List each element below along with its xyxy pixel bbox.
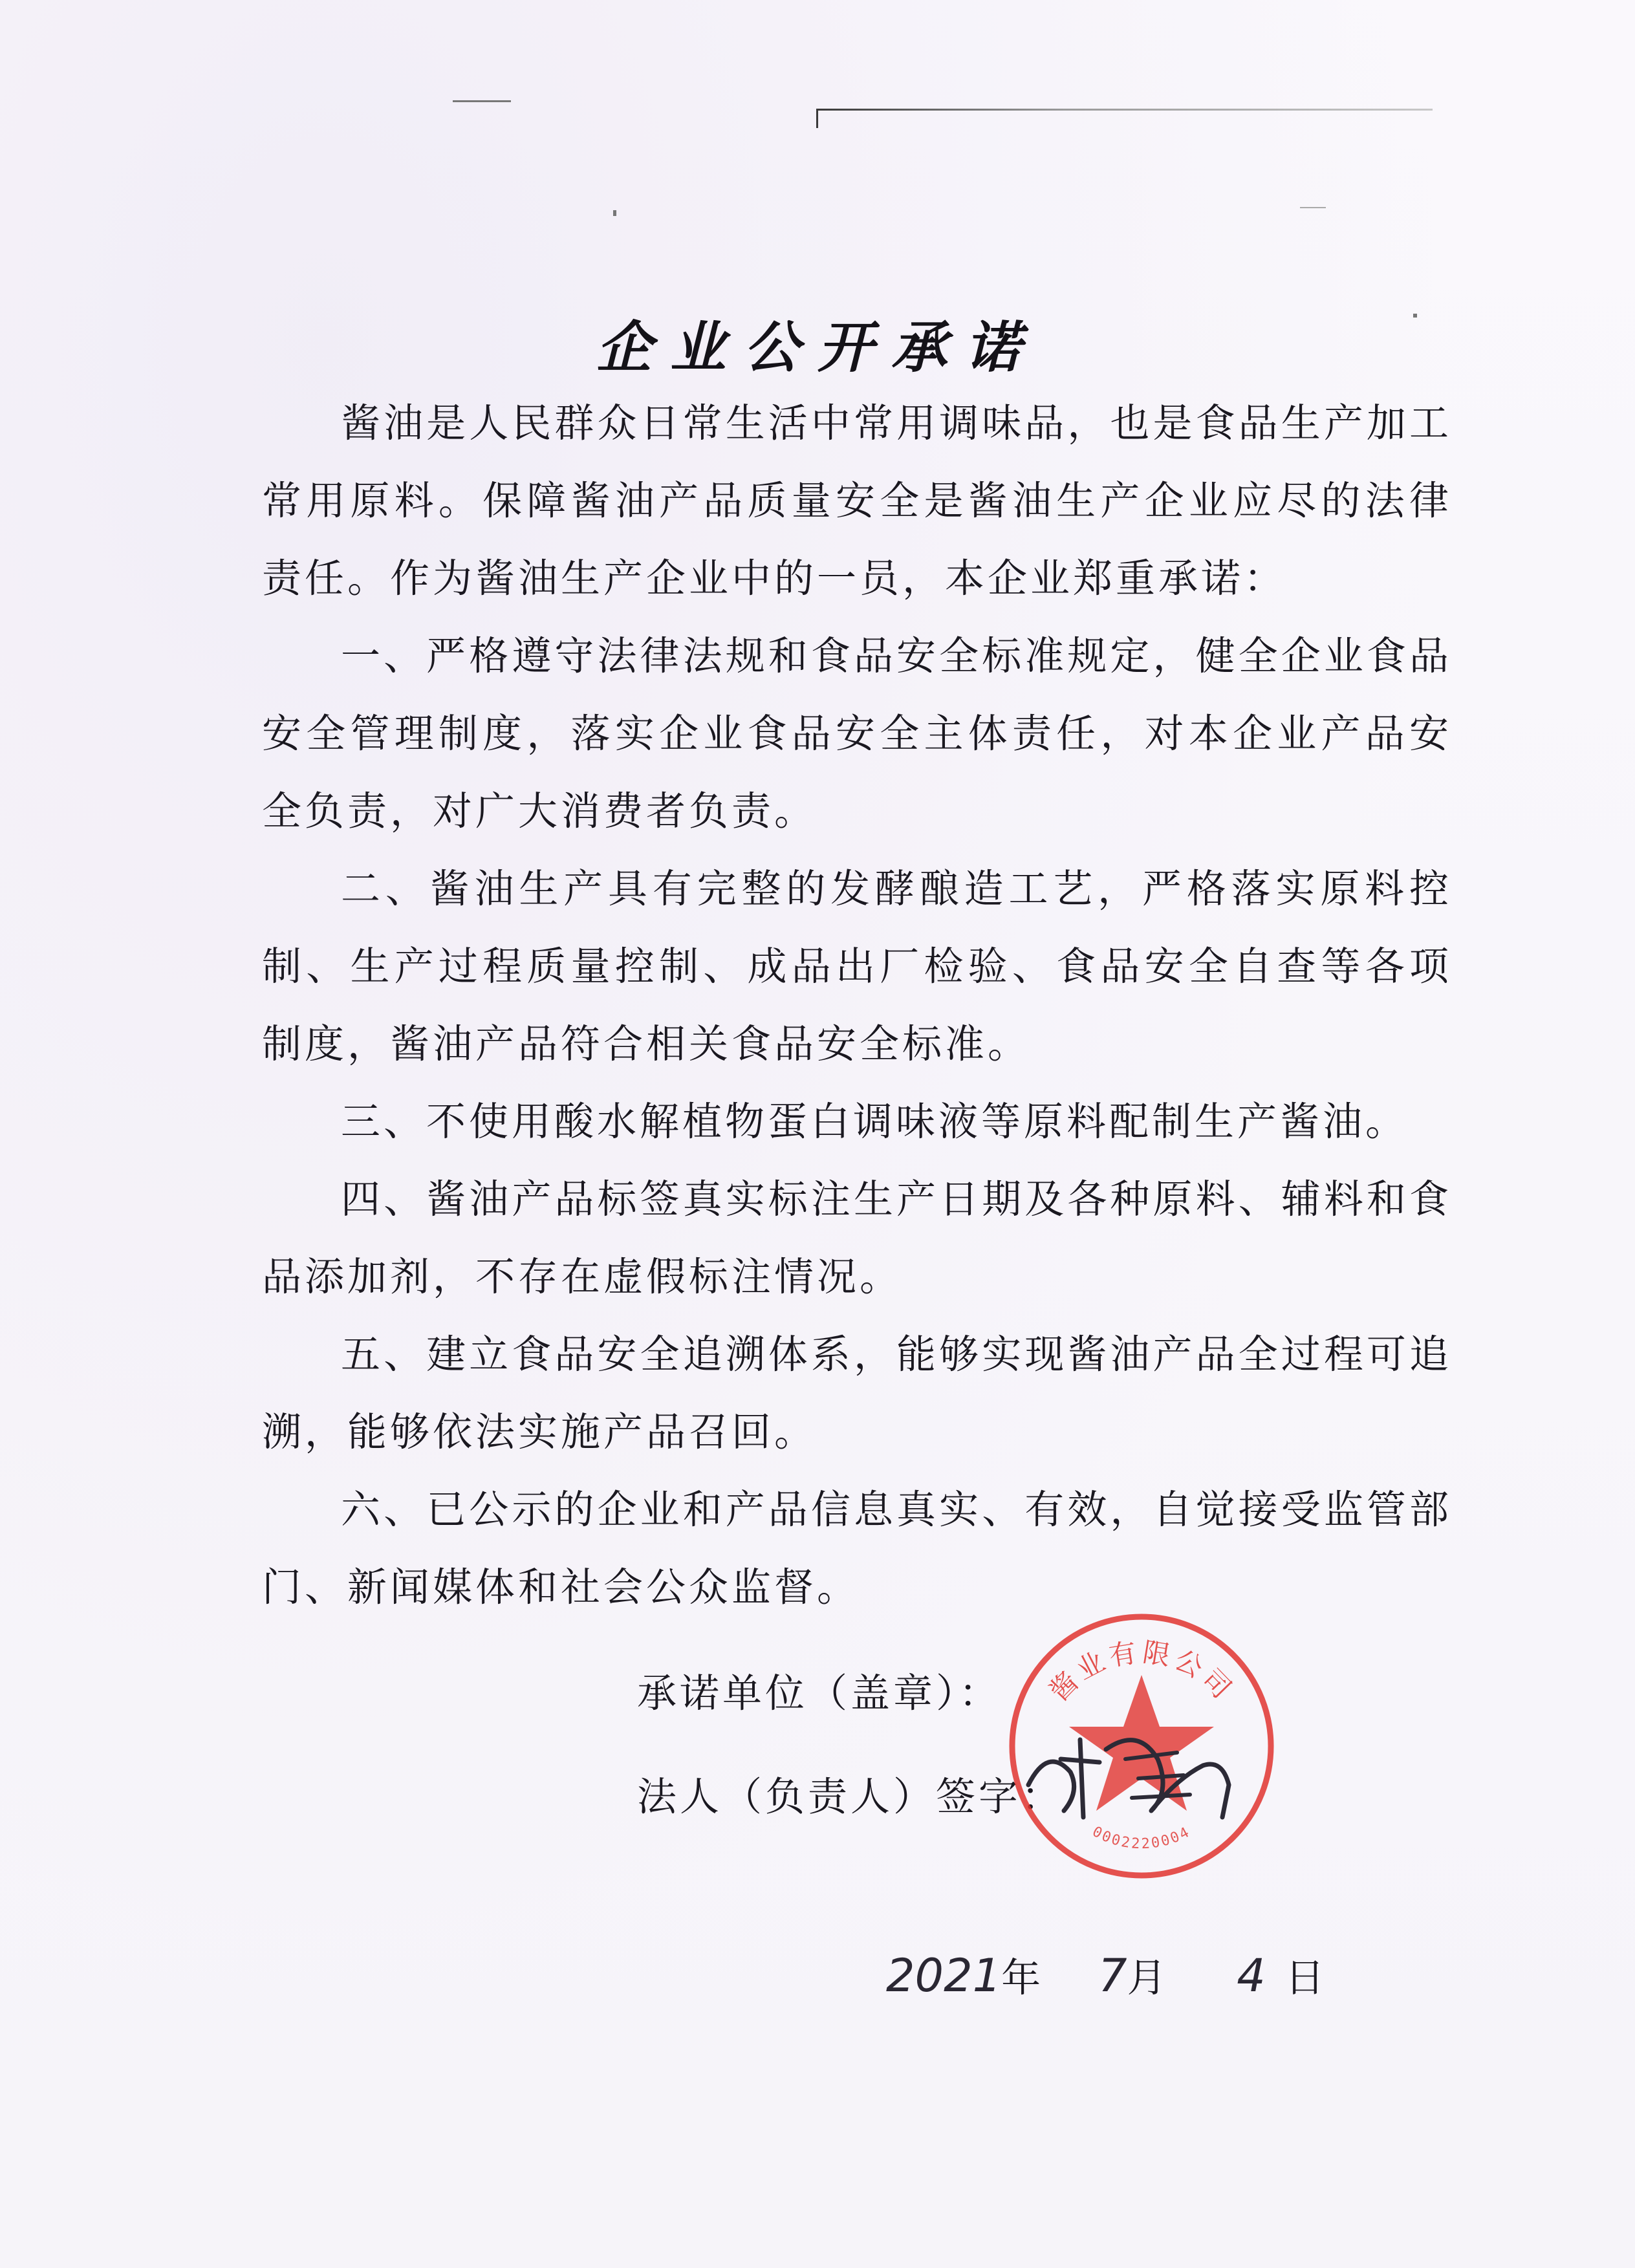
committing-unit-label: 承诺单位（盖章）： xyxy=(637,1670,1002,1716)
document-body xyxy=(262,385,1452,1626)
svg-text:酱业有限公司: 酱业有限公司 xyxy=(1043,1636,1240,1707)
handwritten-signature xyxy=(1009,1688,1255,1856)
date-year-unit: 年 xyxy=(1001,1955,1041,2001)
scan-speck xyxy=(453,100,511,102)
document-title: 企业公开承诺 xyxy=(596,315,1039,380)
legal-representative-label: 法人（负责人）签字： xyxy=(637,1774,1065,1820)
scan-edge-line xyxy=(818,109,1433,111)
commitment-item-1: 一、严格遵守法律法规和食品安全标准规定，健全企业食品安全管理制度，落实企业食品安全主体责任，对本企业产品安全负责，对广大消费者负责。 xyxy=(262,633,1452,834)
date-day: 4 xyxy=(1237,1949,1266,2002)
date-month-unit: 月 xyxy=(1127,1955,1167,2001)
scan-speck xyxy=(1300,207,1326,208)
commitment-item-5: 五、建立食品安全追溯体系，能够实现酱油产品全过程可追溯，能够依法实施产品召回。 xyxy=(262,1332,1452,1455)
scan-speck xyxy=(613,210,616,216)
signing-date xyxy=(886,1947,1325,2003)
commitment-item-4: 四、酱油产品标签真实标注生产日期及各种原料、辅料和食品添加剂，不存在虚假标注情况。 xyxy=(262,1176,1452,1300)
scan-edge-line xyxy=(816,109,818,128)
svg-text:0002220004: 0002220004 xyxy=(1089,1823,1194,1853)
date-year: 2021 xyxy=(886,1949,1002,2002)
date-day-unit: 日 xyxy=(1284,1955,1325,2001)
intro-paragraph: 酱油是人民群众日常生活中常用调味品，也是食品生产加工常用原料。保障酱油产品质量安全是酱油生产企业应尽的法律责任。作为酱油生产企业中的一员，本企业郑重承诺： xyxy=(262,400,1452,601)
date-month: 7 xyxy=(1098,1949,1127,2002)
commitment-item-2: 二、酱油生产具有完整的发酵酿造工艺，严格落实原料控制、生产过程质量控制、成品出厂检验、食品安全自查等各项制度，酱油产品符合相关食品安全标准。 xyxy=(262,866,1452,1067)
commitment-item-6: 六、已公示的企业和产品信息真实、有效，自觉接受监管部门、新闻媒体和社会公众监督。 xyxy=(262,1487,1452,1610)
commitment-item-3: 三、不使用酸水解植物蛋白调味液等原料配制生产酱油。 xyxy=(341,1099,1409,1145)
